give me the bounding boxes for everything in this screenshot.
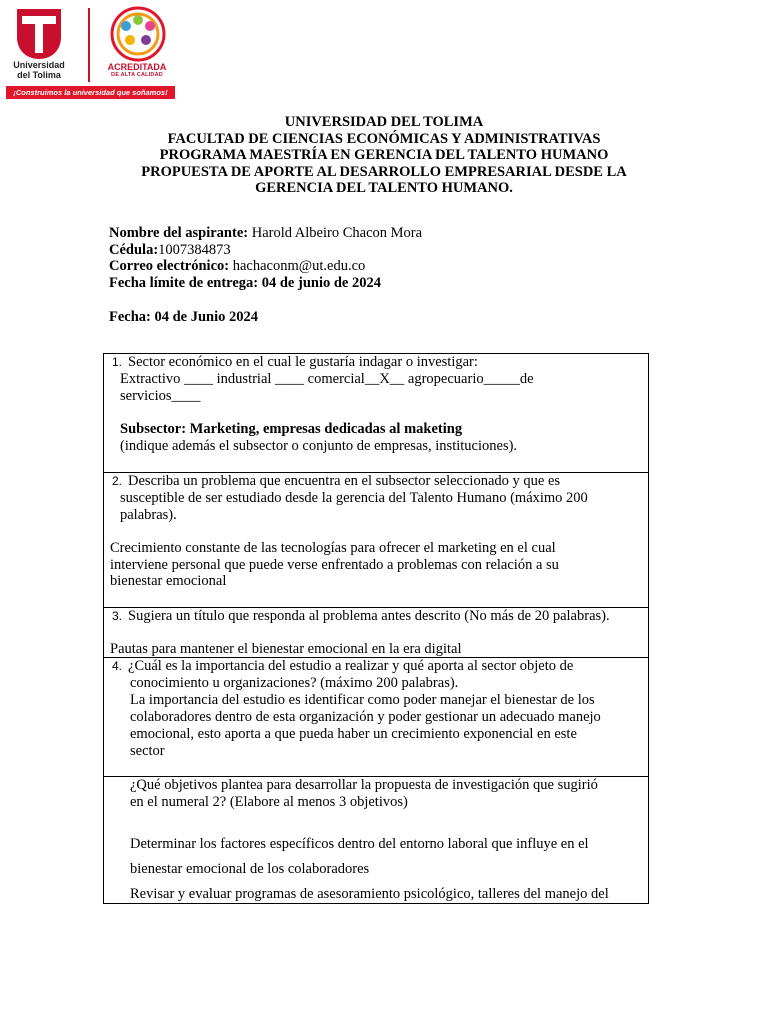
section-4-answer-line3: emocional, esto aporta a que pueda haber un crecimiento exponencial en este [130, 726, 577, 742]
section-1-note: (indique además el subsector o conjunto de empresas, instituciones). [120, 438, 518, 454]
name-value: Harold Albeiro Chacon Mora [248, 225, 423, 241]
section-2-question-line1 [112, 473, 560, 490]
section-3-question [112, 608, 610, 625]
section-1-box [103, 353, 649, 473]
section-2-question-text: Describa un problema que encuentra en el subsector seleccionado y que es [128, 473, 561, 489]
section-4-question-text: ¿Cuál es la importancia del estudio a realizar y qué aporta al sector objeto de [128, 658, 574, 674]
section-5-question-line2: en el numeral 2? (Elabore al menos 3 objetivos) [130, 794, 408, 810]
accreditation-logo-icon [104, 6, 172, 62]
id-value: 1007384873 [158, 241, 231, 258]
section-2-question-line3: palabras). [120, 507, 177, 523]
header-line1: UNIVERSIDAD DEL TOLIMA [284, 114, 484, 130]
section-2-answer-line3: bienestar emocional [110, 573, 227, 589]
section-2-question-line2: susceptible de ser estudiado desde la gerencia del Talento Humano (máximo 200 [120, 490, 588, 506]
accreditation-line2: DE ALTA CALIDAD [111, 72, 163, 78]
section-3-question-text: Sugiera un título que responda al problema antes descrito (No más de 20 palabras). [128, 608, 610, 624]
section-5-question-line1: ¿Qué objetivos plantea para desarrollar la propuesta de investigación que sugirió [130, 777, 598, 793]
section-1-question-text: Sector económico en el cual le gustaría indagar o investigar: [128, 354, 478, 370]
section-5-answer-line1: Determinar los factores específicos dentro del entorno laboral que influye en el [130, 836, 589, 852]
name-label: Nombre del aspirante: [109, 225, 249, 241]
email-row [109, 258, 669, 275]
section-1-number: 1. [112, 355, 123, 369]
id-label: Cédula: [109, 241, 159, 258]
section-4-answer-line1: La importancia del estudio es identificar como poder manejar el bienestar de los [130, 692, 595, 708]
section-1-subsector: Subsector: Marketing, empresas dedicadas al maketing [120, 421, 463, 437]
section-4-question-line1 [112, 658, 573, 675]
email-value: hachaconm@ut.edu.co [229, 258, 366, 274]
section-2-answer-line1: Crecimiento constante de las tecnologías para ofrecer el marketing en el cual [110, 540, 556, 556]
header-line4: PROPUESTA DE APORTE AL DESARROLLO EMPRESARIAL DESDE LA [141, 163, 627, 180]
university-name-line2: del Tolima [17, 70, 61, 80]
section-1-options-line1: Extractivo ____ industrial ____ comercial__X__ agropecuario_____de [120, 371, 534, 387]
section-1-options-line2: servicios____ [120, 388, 201, 404]
university-logo-icon [14, 7, 64, 61]
header-line5: GERENCIA DEL TALENTO HUMANO. [255, 180, 513, 196]
section-5-box [103, 776, 649, 904]
section-1-question [112, 354, 478, 371]
section-2-answer-line2: interviene personal que puede verse enfrentado a problemas con relación a su [110, 557, 559, 573]
name-row [109, 225, 669, 242]
header-line2: FACULTAD DE CIENCIAS ECONÓMICAS Y ADMINISTRATIVAS [167, 130, 601, 147]
section-2-box [103, 472, 649, 608]
date-line: Fecha: 04 de Junio 2024 [109, 309, 259, 325]
logo-block [4, 4, 176, 100]
logo-divider [88, 8, 90, 82]
university-name-line1: Universidad [13, 60, 65, 70]
header-line3: PROGRAMA MAESTRÍA EN GERENCIA DEL TALENTO HUMANO [159, 147, 609, 163]
section-3-box [103, 607, 649, 658]
email-label: Correo electrónico: [109, 258, 230, 274]
applicant-info [109, 225, 669, 291]
section-3-number: 3. [112, 609, 123, 623]
section-5-answer-line3: Revisar y evaluar programas de asesoramiento psicológico, talleres del manejo del [130, 886, 609, 902]
id-row [109, 242, 669, 259]
document-header [100, 114, 668, 197]
section-4-answer-line4: sector [130, 743, 165, 759]
section-5-answer-line2: bienestar emocional de los colaboradores [130, 861, 370, 877]
section-2-number: 2. [112, 474, 123, 488]
accreditation-line1: ACREDITADA [107, 62, 167, 72]
deadline-row: Fecha límite de entrega: 04 de junio de 2024 [109, 274, 381, 291]
accreditation-text [96, 62, 178, 79]
section-4-answer-line2: colaboradores dentro de esta organización y poder gestionar un adecuado manejo [130, 709, 601, 725]
section-4-number: 4. [112, 659, 123, 673]
section-4-box [103, 657, 649, 777]
section-3-answer: Pautas para mantener el bienestar emocional en la era digital [110, 641, 462, 657]
university-name [4, 60, 74, 80]
section-4-question-line2: conocimiento u organizaciones? (máximo 200 palabras). [130, 675, 459, 691]
slogan-banner: ¡Construimos la universidad que soñamos! [6, 86, 175, 99]
